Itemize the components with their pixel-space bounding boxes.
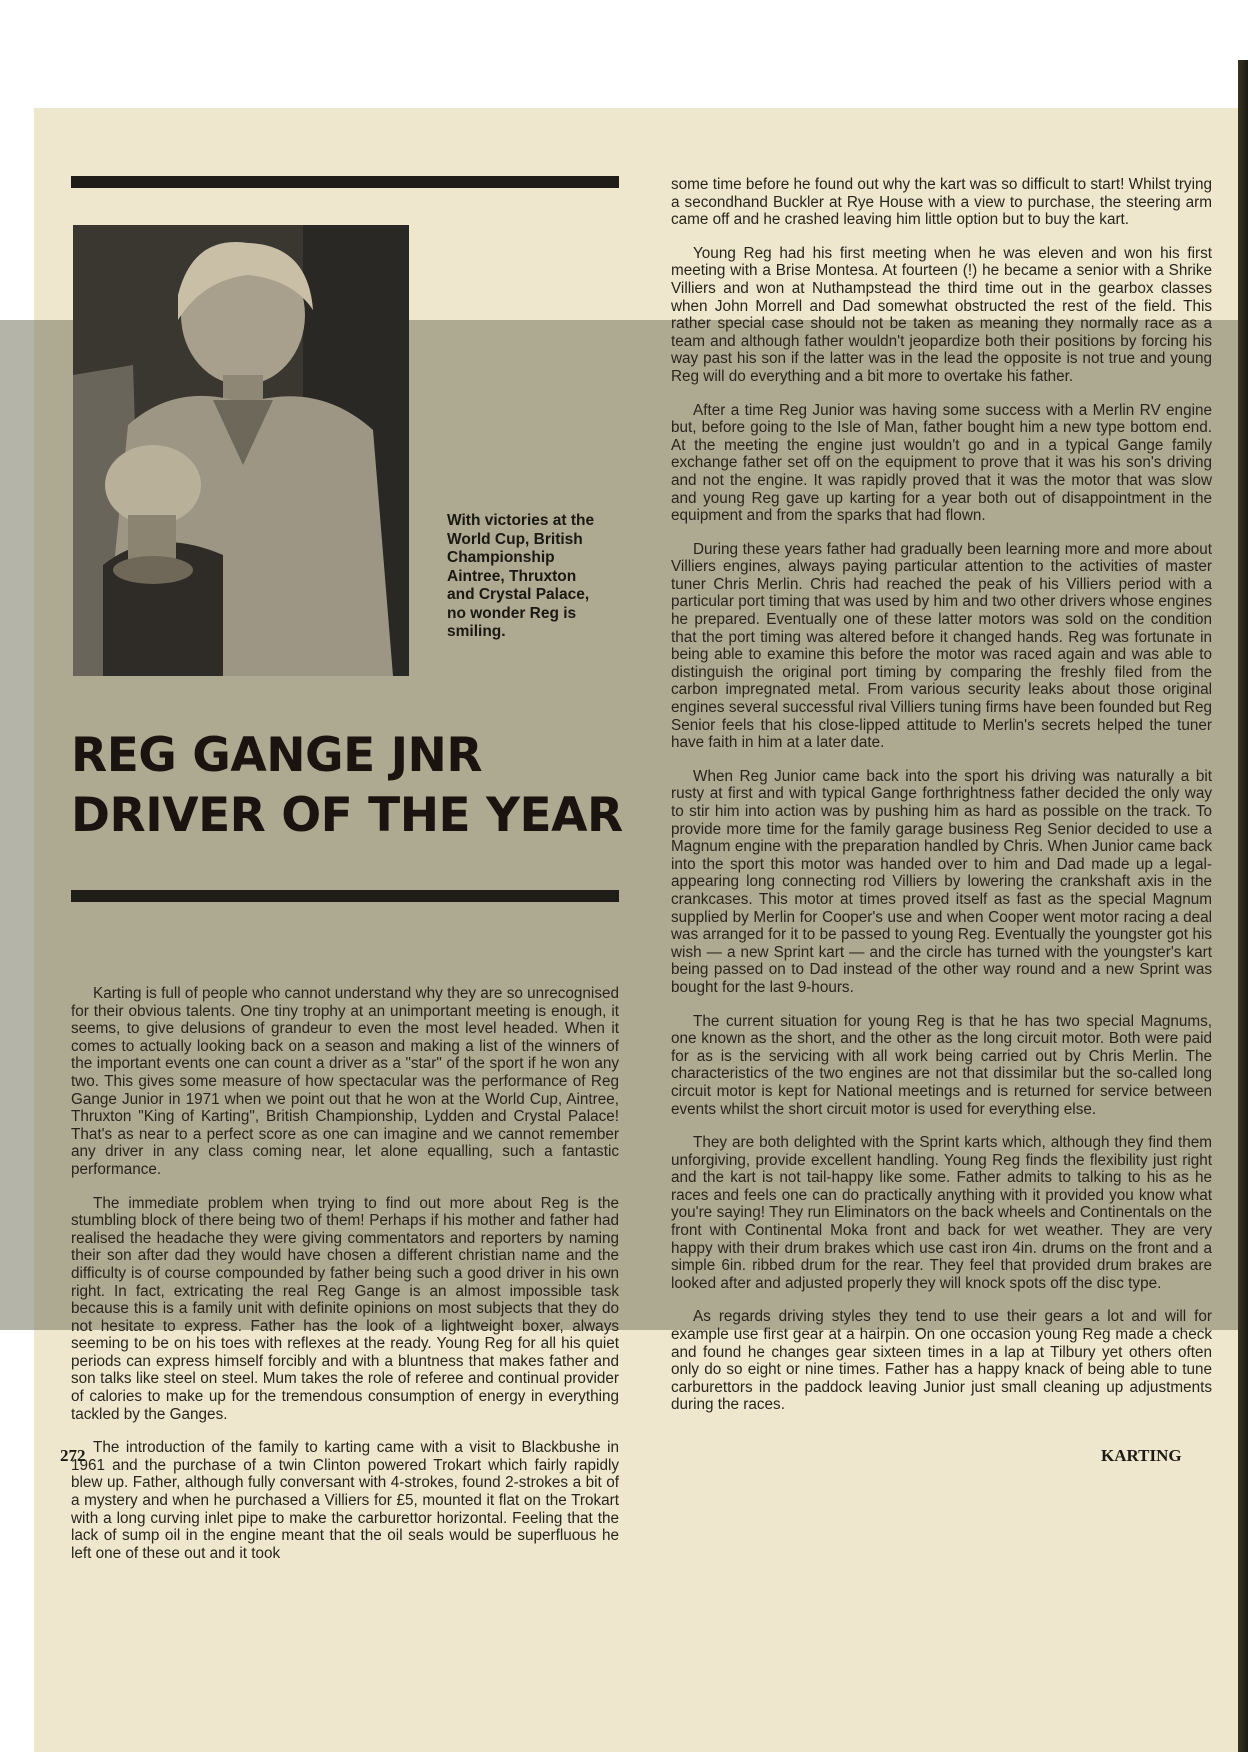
page-edge-shadow (1238, 60, 1248, 1752)
paragraph: some time before he found out why the kart was so difficult to start! Whilst trying a secondhand Buckler at Rye House with a view to purchase, the steering arm came off and he crashed leaving him little option but to buy the kart. (671, 176, 1212, 229)
portrait-illustration (73, 225, 409, 676)
photo-caption: With victories at the World Cup, British Championship Aintree, Thruxton and Crystal Palace, no wonder Reg is smiling. (447, 512, 595, 640)
right-column (671, 176, 1212, 1430)
left-column (71, 985, 619, 1578)
paragraph: They are both delighted with the Sprint karts which, although they find them unforgiving, provide excellent handling. Young Reg finds the flexibility just right and the kart is not tail-happy like some. Father admits to talking to his as he races and feels one can do practically anything with it provided you know what you're saying! They run Eliminators on the back wheels and Continentals on the front with Continental Moka front and back for wet weather. They are very happy with their drum brakes which use cast iron 4in. drums on the front and a simple 6in. ribbed drum for the rear. They feel that provided drum brakes are looked after and adjusted properly they will knock spots off the disc type. (671, 1134, 1212, 1292)
paragraph: Young Reg had his first meeting when he was eleven and won his first meeting with a Brise Montesa. At fourteen (!) he became a senior with a Shrike Villiers and won at Nuthampstead the third time out in the gearbox classes when John Morrell and Dad somewhat obstructed the rest of the field. This rather special case should not be taken as meaning they normally race as a team and although father wouldn't jeopardize both their positions by forcing his way past his son if the latter was in the lead the opposite is not true and young Reg will do everything and a bit more to overtake his father. (671, 244, 1212, 385)
page-number: 272 (60, 1446, 86, 1465)
headline (71, 726, 631, 846)
top-rule (71, 176, 619, 188)
paragraph: The introduction of the family to karting came with a visit to Blackbushe in 1961 and the purchase of a twin Clinton powered Trokart which fairly rapidly blew up. Father, although fully conversant with 4-strokes, found 2-strokes a bit of a mystery and when he purchased a Villiers for £5, mounted it flat on the Trokart with a long curving inlet pipe to make the carburettor horizontal. Feeling that the lack of sump oil in the engine meant that the oil seals would be superfluous he left one of these out and it took (71, 1439, 619, 1562)
headline-line-2: DRIVER OF THE YEAR (71, 788, 623, 843)
magazine-name: KARTING (1101, 1446, 1182, 1465)
paragraph: As regards driving styles they tend to use their gears a lot and will for example use first gear at a hairpin. On one occasion young Reg made a check and found he changes gear sixteen times in a lap at Tilbury yet others often only do so eight or nine times. Father has a happy knack of being able to tune carburettors in the paddock leaving Junior just small cleaning up adjustments during the races. (671, 1308, 1212, 1414)
headline-line-1: REG GANGE JNR (71, 728, 483, 783)
paragraph: After a time Reg Junior was having some success with a Merlin RV engine but, before going to the Isle of Man, father bought him a new type bottom end. At the meeting the engine just wouldn't go and in a typical Gange family exchange father set off on the equipment to prove that it was his son's driving and not the engine. It was rapidly proved that it was the motor that was slow and young Reg gave up karting for a year both out of disappointment in the equipment and from the sparks that had flown. (671, 401, 1212, 525)
portrait-photo (73, 225, 409, 676)
paragraph: The immediate problem when trying to find out more about Reg is the stumbling block of there being two of them! Perhaps if his mother and father had realised the headache they were giving commentators and reporters by naming their son after dad they would have chosen a different christian name and the difficulty is of course compounded by father being such a good driver in his own right. In fact, extricating the real Reg Gange is an almost impossible task because this is a family unit with definite opinions on most subjects that they do not hesitate to express. Father has the look of a lightweight boxer, always seeming to be on his toes with reflexes at the ready. Young Reg for all his quiet periods can express himself forcibly and with a bluntness that makes father and son talks like steel on steel. Mum takes the role of referee and continual provider of calories to make up for the tremendous consumption of energy in everything tackled by the Ganges. (71, 1194, 619, 1423)
paragraph: The current situation for young Reg is that he has two special Magnums, one known as the short, and the other as the long circuit motor. Both were paid for as is the servicing with all work being carried out by Chris Merlin. The characteristics of the two engines are not that dissimilar but the so-called long circuit motor is kept for National meetings and is returned for service between events whilst the short circuit motor is used for everything else. (671, 1012, 1212, 1118)
paragraph: Karting is full of people who cannot understand why they are so unrecognised for their obvious talents. One tiny trophy at an unimportant meeting is enough, it seems, to give delusions of grandeur to even the most level headed. When it comes to actually looking back on a season and making a list of the winners of the important events one can count a driver as a "star" of the sport if he won any two. This gives some measure of how spectacular was the performance of Reg Gange Junior in 1971 when we point out that he won at the World Cup, Aintree, Thruxton "King of Karting", British Championship, Lydden and Crystal Palace! That's as near to a perfect score as one can imagine and we cannot remember any driver in any class coming near, let alone equalling, such a fantastic performance. (71, 985, 619, 1178)
paragraph: During these years father had gradually been learning more and more about Villiers engines, always paying particular attention to the activities of master tuner Chris Merlin. Chris had reached the peak of his Villiers period with a particular port timing that was used by him and two other drivers whose engines he prepared. Eventually one of these latter motors was sold on the condition that the port timing was altered before it changed hands. Reg was fortunate in being able to examine this before the motor was raced again and was able to distinguish the original port timing by comparing the freshly filed from the carbon impregnated metal. From various security leaks about those original engines several successful rival Villiers tuning firms have been founded but Reg Senior feels that his close-lipped attitude to Merlin's secrets helped the tuner have faith in him at a later date. (671, 540, 1212, 752)
paragraph: When Reg Junior came back into the sport his driving was naturally a bit rusty at first and with typical Gange forthrightness father decided the only way to stir him into action was by pushing him as hard as possible on the track. To provide more time for the family garage business Reg Senior decided to use a Magnum engine with the preparation handled by Chris. When Junior came back into the sport this motor was handed over to him and Dad made up a legal-appearing long connecting rod Villiers by lowering the crankshaft axis in the crankcases. This motor at times proved itself as fast as the special Magnum supplied by Merlin for Cooper's use and when Cooper went motor racing a deal was arranged for it to be passed to young Reg. Eventually the youngster got his wish — a new Sprint kart — and the circle has turned with the youngster's kart being passed on to Dad instead of the other way round and a new Sprint was bought for the last 9-hours. (671, 767, 1212, 996)
bottom-rule (71, 890, 619, 902)
